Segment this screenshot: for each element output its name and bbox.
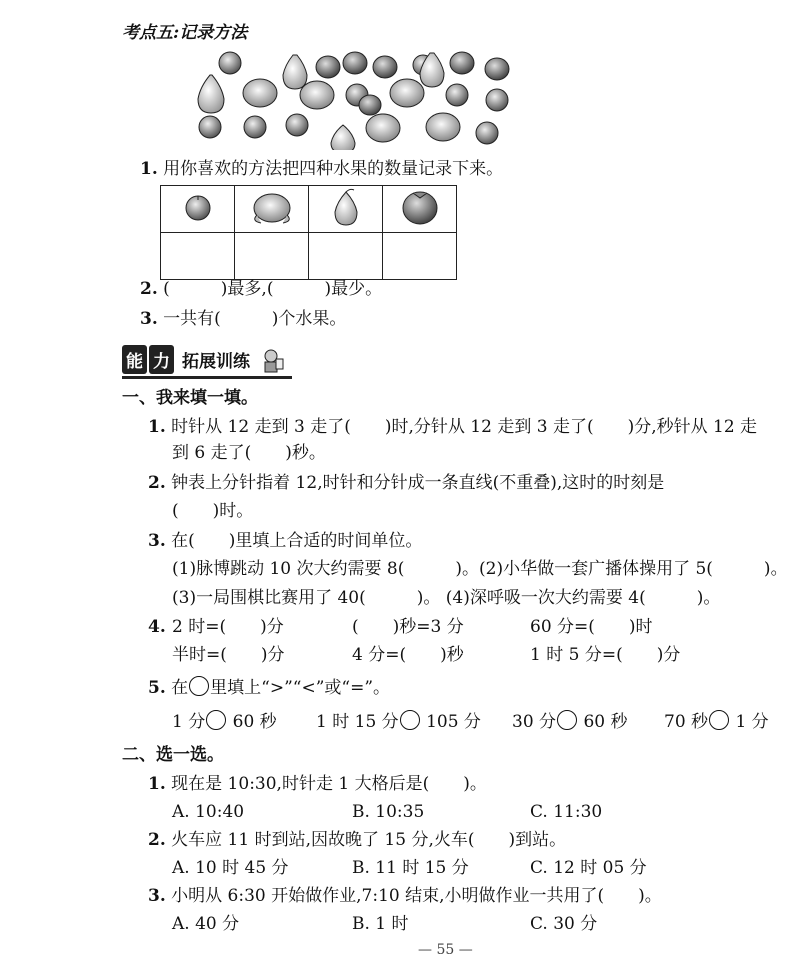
page-number: — 55 — <box>418 942 473 958</box>
pear-cell <box>309 186 383 233</box>
s2-q1-option-b[interactable]: B. 10:35 <box>352 802 425 822</box>
s1-q5-item-3: 30 分 60 秒 <box>512 712 628 732</box>
student-mascot-icon <box>259 347 285 373</box>
strawberry-icon <box>399 187 441 227</box>
compare-blank-4[interactable] <box>709 710 729 730</box>
apple-cell <box>161 186 235 233</box>
s1-q3-line2: (1)脉博跳动 10 次大约需要 8( )。(2)小华做一套广播体操用了 5( )。 <box>172 559 788 579</box>
s1-q4-num: 4. <box>148 617 166 637</box>
fruit-count-table <box>160 185 457 280</box>
s1-q3: 3. 在( )里填上合适的时间单位。 <box>148 531 423 551</box>
s2-q1: 1. 现在是 10:30,时针走 1 大格后是( )。 <box>148 774 487 794</box>
s2-q2: 2. 火车应 11 时到站,因故晚了 15 分,火车( )到站。 <box>148 830 567 850</box>
s2-q2-option-a[interactable]: A. 10 时 45 分 <box>172 858 289 878</box>
s2-q1-option-c[interactable]: C. 11:30 <box>530 802 603 822</box>
pear-icon <box>328 187 364 227</box>
s1-q2-line2: ( )时。 <box>172 501 254 521</box>
compare-blank-2[interactable] <box>400 710 420 730</box>
section-2-title: 二、选一选。 <box>122 745 224 765</box>
s2-q2-option-b[interactable]: B. 11 时 15 分 <box>352 858 469 878</box>
s1-q1-line2: 到 6 走了( )秒。 <box>172 443 326 463</box>
record-question-2: 2. ( )最多,( )最少。 <box>140 279 383 299</box>
s1-q4-r1c2: ( )秒=3 分 <box>352 617 464 637</box>
section-1-title: 一、我来填一填。 <box>122 388 258 408</box>
fruit-cluster-illustration <box>185 45 525 150</box>
compare-circle-icon <box>189 676 209 696</box>
s1-q4-r2c2: 4 分=( )秒 <box>352 645 464 665</box>
compare-blank-3[interactable] <box>557 710 577 730</box>
kaodian-title: 考点五:记录方法 <box>122 23 248 43</box>
banner-badge-2: 力 <box>149 345 174 374</box>
s2-q2-option-c[interactable]: C. 12 时 05 分 <box>530 858 647 878</box>
s1-q2: 2. 钟表上分针指着 12,时针和分针成一条直线(不重叠),这时的时刻是 <box>148 473 665 493</box>
ability-banner <box>122 345 285 373</box>
s1-q3-line3: (3)一局围棋比赛用了 40( )。 (4)深呼吸一次大约需要 4( )。 <box>172 588 721 608</box>
banner-underline <box>122 376 292 379</box>
apple-icon <box>183 192 213 222</box>
s1-q5-item-2: 1 时 15 分 105 分 <box>316 712 481 732</box>
s1-q4-r2c1: 半时=( )分 <box>172 645 285 665</box>
s2-q3-option-b[interactable]: B. 1 时 <box>352 914 409 934</box>
banner-title: 拓展训练 <box>182 352 250 372</box>
s1-q5: 5. 在 里填上“>”“<”或“=”。 <box>148 678 391 698</box>
s1-q1: 1. 时针从 12 走到 3 走了( )时,分针从 12 走到 3 走了( )分,秒针从 12 走 <box>148 417 758 437</box>
peach-icon <box>249 189 295 225</box>
record-question-3: 3. 一共有( )个水果。 <box>140 309 347 329</box>
apple-count-cell[interactable] <box>161 233 235 280</box>
s1-q4-r2c3: 1 时 5 分=( )分 <box>530 645 681 665</box>
strawberry-cell <box>383 186 457 233</box>
s1-q4-r1c1: 2 时=( )分 <box>172 617 284 637</box>
s1-q5-item-4: 70 秒 1 分 <box>664 712 769 732</box>
s2-q3-option-c[interactable]: C. 30 分 <box>530 914 598 934</box>
s2-q3: 3. 小明从 6:30 开始做作业,7:10 结束,小明做作业一共用了( )。 <box>148 886 662 906</box>
strawberry-count-cell[interactable] <box>383 233 457 280</box>
pear-count-cell[interactable] <box>309 233 383 280</box>
compare-blank-1[interactable] <box>206 710 226 730</box>
s2-q1-option-a[interactable]: A. 10:40 <box>172 802 245 822</box>
record-question-1: 1. 用你喜欢的方法把四种水果的数量记录下来。 <box>140 159 504 179</box>
s2-q3-option-a[interactable]: A. 40 分 <box>172 914 240 934</box>
peach-count-cell[interactable] <box>235 233 309 280</box>
banner-badge-1: 能 <box>122 345 147 374</box>
peach-cell <box>235 186 309 233</box>
s1-q5-item-1: 1 分 60 秒 <box>172 712 277 732</box>
s1-q4-r1c3: 60 分=( )时 <box>530 617 653 637</box>
